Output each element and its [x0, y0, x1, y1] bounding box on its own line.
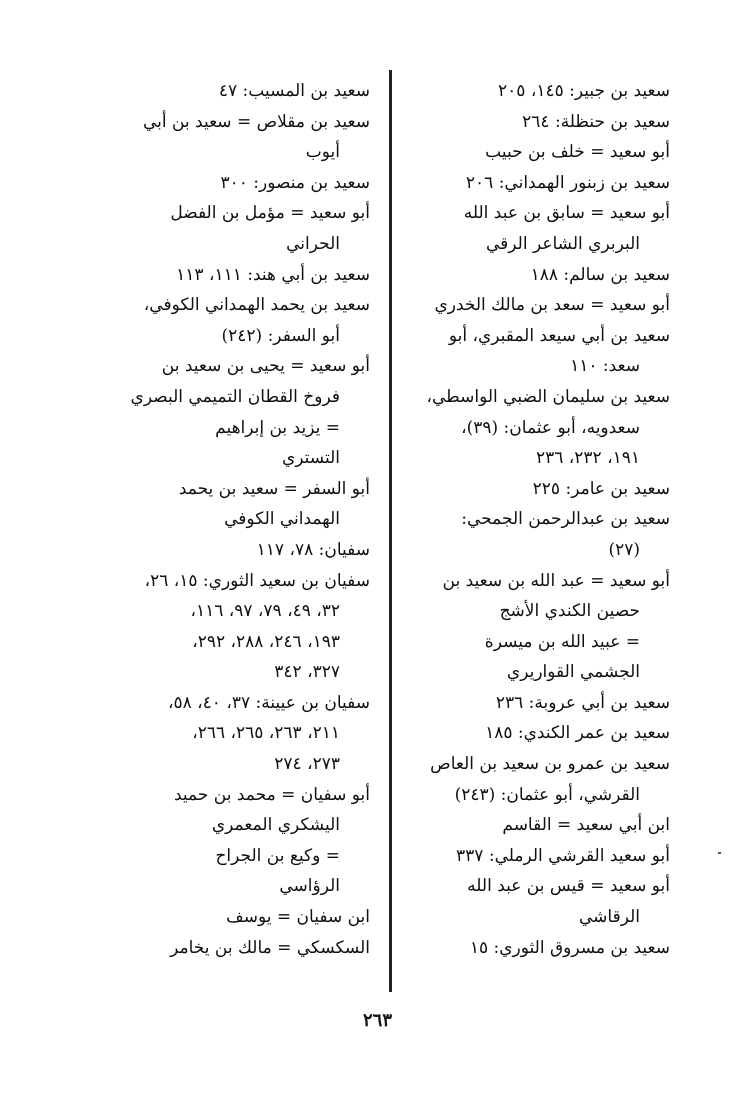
column-divider [389, 70, 392, 992]
index-entry: سعيد بن زبنور الهمداني: ٢٠٦ [465, 172, 670, 193]
index-entry: سعيد بن يحمد الهمداني الكوفي، [143, 295, 370, 316]
index-entry-continuation: سعد: ١١٠ [570, 356, 640, 377]
index-entry: سعيد بن سليمان الضبي الواسطي، [426, 386, 670, 407]
index-entry: أبو السفر = سعيد بن يحمد [178, 478, 370, 499]
index-entry-continuation: ٣٢٧، ٣٤٢ [274, 662, 340, 683]
index-entry-continuation: فروخ القطان التميمي البصري [130, 386, 340, 407]
index-entry: سعيد بن أبي عروبة: ٢٣٦ [495, 692, 670, 713]
index-entry: أبو سعيد = يحيى بن سعيد بن [161, 356, 370, 377]
index-entry-continuation: ٢١١، ٢٦٣، ٢٦٥، ٢٦٦، [192, 723, 340, 744]
index-entry: سفيان: ٧٨، ١١٧ [256, 539, 370, 560]
index-entry: أبو سعيد = قيس بن عبد الله [467, 876, 670, 897]
index-entry-continuation: الرقاشي [578, 907, 640, 928]
index-entry-continuation: الرؤاسي [279, 876, 340, 897]
index-entry: أبو سعيد = عبد الله بن سعيد بن [442, 570, 670, 591]
index-entry: سعيد بن عبدالرحمن الجمحي: [461, 509, 670, 530]
index-entry: سعيد بن جبير: ١٤٥، ٢٠٥ [498, 81, 670, 101]
index-column-right [405, 76, 670, 963]
index-entry: أبو سعيد القرشي الرملي: ٣٣٧ [456, 845, 670, 866]
index-entry-continuation: = يزيد بن إبراهيم [215, 417, 340, 438]
index-entry-continuation: القرشي، أبو عثمان: (٢٤٣) [454, 784, 640, 805]
index-entry-continuation: أبو السفر: (٢٤٢) [221, 325, 340, 346]
index-entry: سعيد بن عامر: ٢٢٥ [532, 478, 670, 499]
index-entry-continuation: التستري [281, 448, 340, 469]
index-entry-continuation: (٢٧) [608, 539, 640, 560]
index-entry: سعيد بن حنظلة: ٢٦٤ [522, 111, 670, 132]
index-entry-continuation: الهمداني الكوفي [224, 509, 340, 530]
index-entry: سعيد بن أبي هند: ١١١، ١١٣ [176, 264, 370, 285]
index-entry-continuation: حصين الكندي الأشج [499, 601, 640, 622]
index-entry: سعيد بن المسيب: ٤٧ [218, 81, 370, 101]
index-entry: سعيد بن منصور: ٣٠٠ [220, 172, 370, 193]
index-column-left [110, 76, 370, 963]
index-entry-continuation: = وكيع بن الجراح [215, 845, 340, 866]
scan-speck [718, 852, 721, 854]
index-entry: سعيد بن مقلاص = سعيد بن أبي [142, 111, 370, 132]
index-entry-continuation: الحراني [286, 233, 340, 254]
index-entry: سفيان بن سعيد الثوري: ١٥، ٢٦، [144, 570, 370, 591]
index-entry: أبو سعيد = سابق بن عبد الله [463, 203, 670, 224]
index-entry: ابن أبي سعيد = القاسم [502, 815, 670, 836]
index-entry: سعيد بن عمر الكندي: ١٨٥ [485, 723, 670, 744]
index-entry-continuation: البربري الشاعر الرقي [486, 233, 640, 254]
index-entry-continuation: ٣٢، ٤٩، ٧٩، ٩٧، ١١٦، [190, 601, 340, 622]
index-entry: السكسكي = مالك بن يخامر [170, 937, 370, 958]
page-number: ٢٦٣ [362, 1010, 392, 1031]
index-entry-continuation: = عبيد الله بن ميسرة [484, 631, 640, 652]
index-entry-continuation: سعدويه، أبو عثمان: (٣٩)، [461, 417, 640, 438]
index-entry: سعيد بن عمرو بن سعيد بن العاص [430, 754, 670, 775]
index-entry: أبو سعيد = سعد بن مالك الخدري [434, 295, 670, 316]
index-entry: ابن سفيان = يوسف [226, 907, 370, 928]
index-entry-continuation: أيوب [305, 142, 340, 163]
index-entry-continuation: الجشمي القواريري [506, 662, 640, 683]
index-entry: أبو سعيد = خلف بن حبيب [485, 142, 670, 163]
index-entry: أبو سعيد = مؤمل بن الفضل [170, 203, 370, 224]
index-entry-continuation: ١٩٣، ٢٤٦، ٢٨٨، ٢٩٢، [192, 631, 340, 652]
index-entry: سعيد بن مسروق الثوري: ١٥ [469, 937, 670, 958]
index-entry: سفيان بن عيينة: ٣٧، ٤٠، ٥٨، [168, 692, 370, 713]
index-entry-continuation: ٢٧٣، ٢٧٤ [274, 754, 340, 775]
index-entry: أبو سفيان = محمد بن حميد [173, 784, 370, 805]
index-entry-continuation: اليشكري المعمري [211, 815, 340, 836]
index-entry: سعيد بن أبي سيعد المقبري، أبو [448, 325, 670, 346]
index-entry: سعيد بن سالم: ١٨٨ [530, 264, 670, 285]
index-entry-continuation: ١٩١، ٢٣٢، ٢٣٦ [536, 448, 640, 469]
